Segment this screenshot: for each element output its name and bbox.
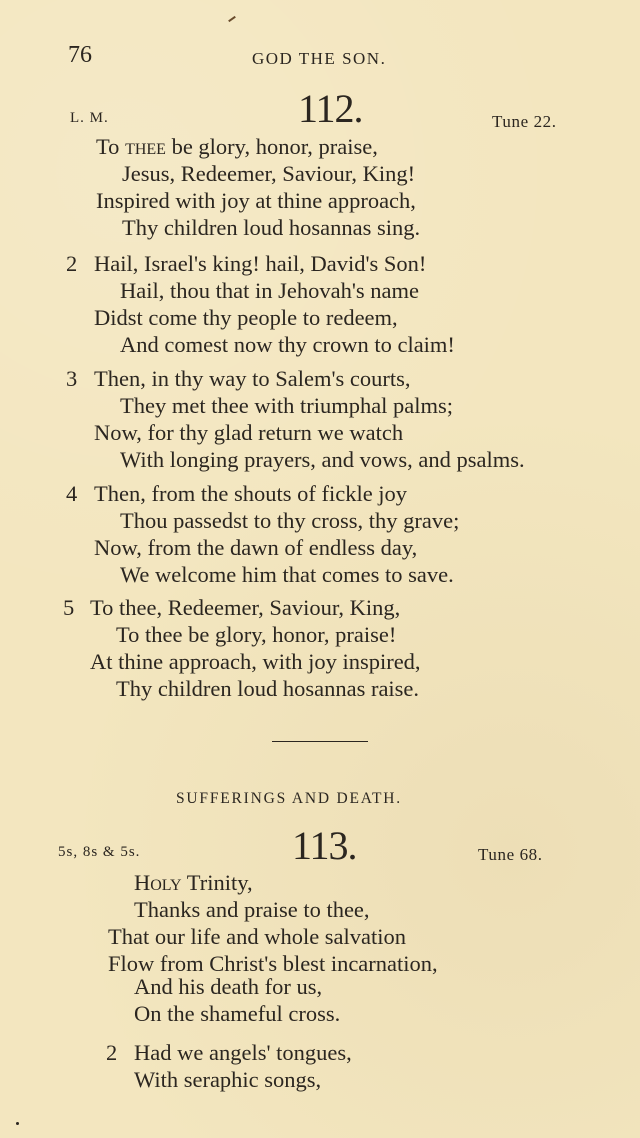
hymn-113-meter: 5s, 8s & 5s. bbox=[58, 844, 141, 860]
ink-mark bbox=[228, 16, 236, 22]
hymn-112-stanza-3-line-1: Then, in thy way to Salem's courts, bbox=[94, 366, 411, 391]
hymn-113-stanza-1-line-5: And his death for us, bbox=[134, 974, 323, 999]
hymn-112-stanza-1-line-1 bbox=[96, 136, 378, 159]
hymn-112-stanza-4-line-2: Thou passedst to thy cross, thy grave; bbox=[120, 508, 460, 533]
hymn-112-stanza-1-line-4: Thy children loud hosannas sing. bbox=[122, 215, 421, 240]
section-divider bbox=[272, 741, 368, 742]
hymn-113-stanza-2-number: 2 bbox=[106, 1040, 118, 1065]
hymn-113-stanza-1-line-4: Flow from Christ's blest incarnation, bbox=[108, 951, 438, 976]
hymn-113-stanza-1-line-6: On the shameful cross. bbox=[134, 1001, 341, 1026]
hymn-112-stanza-2-number: 2 bbox=[66, 251, 78, 276]
line-rest: Trinity, bbox=[181, 870, 253, 895]
hymn-112-stanza-4-line-1: Then, from the shouts of fickle joy bbox=[94, 481, 408, 506]
hymn-112-stanza-5-line-1: To thee, Redeemer, Saviour, King, bbox=[90, 595, 401, 620]
section-title: SUFFERINGS AND DEATH. bbox=[176, 790, 402, 807]
hymn-112-stanza-5-line-4: Thy children loud hosannas raise. bbox=[116, 676, 420, 701]
hymn-112-stanza-3-line-4: With longing prayers, and vows, and psalms. bbox=[120, 447, 525, 472]
hymn-112-stanza-1-line-2: Jesus, Redeemer, Saviour, King! bbox=[122, 161, 416, 186]
page-speck bbox=[16, 1122, 19, 1125]
hymn-112-stanza-2-line-3: Didst come thy people to redeem, bbox=[94, 305, 398, 330]
hymn-112-meter: L. M. bbox=[70, 110, 109, 126]
line-rest: be glory, honor, praise, bbox=[165, 134, 378, 159]
line-smallcaps: Holy bbox=[134, 870, 182, 895]
hymn-113-stanza-1-line-2: Thanks and praise to thee, bbox=[134, 897, 370, 922]
hymn-112-stanza-5-line-2: To thee be glory, honor, praise! bbox=[116, 622, 397, 647]
hymn-113-stanza-2-line-2: With seraphic songs, bbox=[134, 1067, 322, 1092]
running-head: GOD THE SON. bbox=[252, 49, 387, 68]
hymn-112-number: 112. bbox=[298, 86, 363, 131]
line-lead: To bbox=[96, 134, 126, 159]
hymn-112-stanza-3-line-2: They met thee with triumphal palms; bbox=[120, 393, 454, 418]
hymn-112-stanza-4-line-4: We welcome him that comes to save. bbox=[120, 562, 454, 587]
hymn-112-stanza-3-line-3: Now, for thy glad return we watch bbox=[94, 420, 404, 445]
hymn-112-stanza-4-line-3: Now, from the dawn of endless day, bbox=[94, 535, 418, 560]
page-number: 76 bbox=[68, 42, 92, 68]
hymn-112-stanza-5-number: 5 bbox=[63, 595, 75, 620]
hymn-113-tune: Tune 68. bbox=[478, 845, 543, 864]
hymn-112-stanza-2-line-1: Hail, Israel's king! hail, David's Son! bbox=[94, 251, 427, 276]
hymn-113-stanza-2-line-1: Had we angels' tongues, bbox=[134, 1040, 352, 1065]
hymn-112-stanza-2-line-4: And comest now thy crown to claim! bbox=[120, 332, 455, 357]
hymn-112-tune: Tune 22. bbox=[492, 112, 557, 131]
hymn-113-stanza-1-line-3: That our life and whole salvation bbox=[108, 924, 407, 949]
hymn-113-number: 113. bbox=[292, 823, 357, 868]
hymn-112-stanza-4-number: 4 bbox=[66, 481, 78, 506]
hymn-113-stanza-1-line-1 bbox=[134, 872, 253, 895]
hymn-112-stanza-1-line-3: Inspired with joy at thine approach, bbox=[96, 188, 416, 213]
hymn-112-stanza-3-number: 3 bbox=[66, 366, 78, 391]
hymn-112-stanza-2-line-2: Hail, thou that in Jehovah's name bbox=[120, 278, 419, 303]
hymn-112-stanza-5-line-3: At thine approach, with joy inspired, bbox=[90, 649, 421, 674]
line-smallcaps: thee bbox=[125, 134, 166, 159]
